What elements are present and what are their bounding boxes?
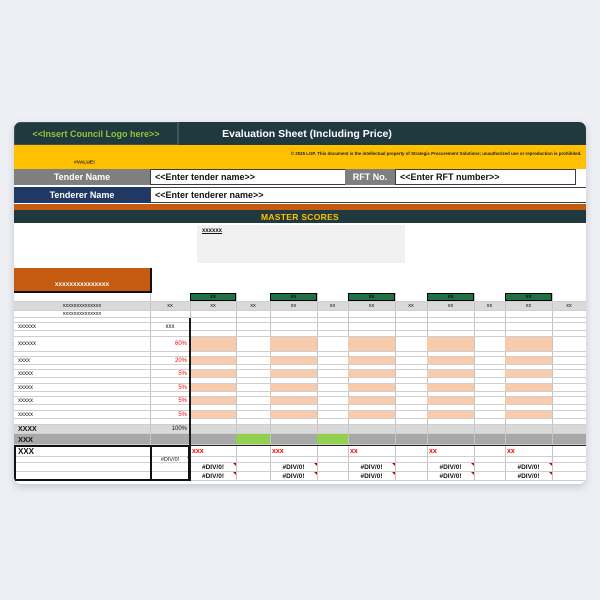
score-value: xx	[350, 447, 358, 455]
score-cell[interactable]	[348, 397, 395, 404]
score-cell[interactable]	[427, 337, 474, 351]
score-cell[interactable]	[270, 357, 317, 364]
tenderer-header-row	[14, 293, 586, 302]
tenderer-header-cell[interactable]: xx	[427, 293, 474, 301]
evaluation-sheet-card	[14, 122, 586, 484]
score-cell[interactable]	[505, 370, 552, 377]
div0-row	[14, 463, 586, 472]
rft-no-label: RFT No.	[345, 169, 395, 185]
score-cell[interactable]	[505, 384, 552, 391]
criteria-weight: 60%	[174, 341, 187, 347]
copyright-text: © 2025 LGP. This document is the intellectual property of Strategic Procurement Solutions; unauthorized use or reproduction is prohibited.	[290, 151, 581, 156]
master-scores-header: MASTER SCORES	[14, 210, 586, 223]
total-row	[14, 425, 586, 434]
highlight-cell	[236, 434, 270, 444]
score-cell[interactable]	[190, 384, 236, 391]
score-cell[interactable]	[348, 370, 395, 377]
tenderer-name-label: Tenderer Name	[14, 187, 150, 203]
score-cell[interactable]	[505, 411, 552, 418]
score-cell[interactable]	[348, 337, 395, 351]
tenderer-header-cell[interactable]: xx	[190, 293, 236, 301]
div0-cell: #DIV/0!	[190, 472, 236, 480]
tender-name-input[interactable]: <<Enter tender name>>	[150, 169, 349, 185]
score-cell[interactable]	[270, 337, 317, 351]
criteria-row	[14, 357, 586, 365]
score-cell[interactable]	[505, 357, 552, 364]
criteria-weight: 5%	[178, 384, 187, 391]
criteria-weight: 5%	[178, 411, 187, 418]
div0-cell: #DIV/0!	[270, 472, 317, 480]
score-cell[interactable]	[270, 384, 317, 391]
div0-cell: #DIV/0!	[348, 463, 395, 471]
score-cell[interactable]	[190, 411, 236, 418]
band-row	[14, 434, 586, 445]
criteria-label: xxxxx	[18, 411, 33, 418]
div0-cell: #DIV/0!	[505, 463, 552, 471]
score-cell[interactable]	[270, 411, 317, 418]
score-cell[interactable]	[348, 384, 395, 391]
sheet-title: Evaluation Sheet (Including Price)	[222, 127, 392, 140]
score-cell[interactable]	[348, 357, 395, 364]
score-cell[interactable]	[190, 370, 236, 377]
tenderer-header-cell[interactable]: xx	[505, 293, 552, 301]
subheader-row-2	[14, 311, 586, 318]
score-row-label: XXX	[18, 446, 35, 456]
criteria-weight: 5%	[178, 370, 187, 377]
category-box: xxxxxxxxxxxxxxx	[14, 268, 152, 293]
criteria-weight: 20%	[174, 357, 187, 364]
tenderer-header-cell[interactable]: xx	[348, 293, 395, 301]
subheader-cell: xx	[329, 303, 336, 309]
subheader-cell: xx	[447, 303, 454, 309]
div0-cell: #DIV/0!	[427, 472, 474, 480]
column-divider	[189, 318, 191, 481]
tender-name-label: Tender Name	[14, 169, 150, 185]
criteria-label: xxxxx	[18, 370, 33, 377]
subheader-cell: xx	[525, 303, 532, 309]
criteria-label: xxxxx	[18, 384, 33, 391]
subheader-cell: xx	[368, 303, 375, 309]
score-cell[interactable]	[427, 411, 474, 418]
title-bar	[14, 122, 586, 145]
criteria-weight: 5%	[178, 397, 187, 404]
score-value: xx	[507, 447, 515, 455]
subheader-cell: xx	[290, 303, 297, 309]
highlight-cell	[317, 434, 348, 444]
criteria-label: xxxxx	[18, 397, 33, 404]
div0-cell: #DIV/0!	[427, 463, 474, 471]
criteria-row	[14, 397, 586, 405]
tenderer-name-input[interactable]: <<Enter tenderer name>>	[150, 187, 586, 203]
subheader-row	[14, 302, 586, 311]
score-value: xxx	[192, 447, 204, 455]
subheader-cell: xx	[566, 303, 572, 309]
score-cell[interactable]	[427, 370, 474, 377]
score-value: xxx	[272, 447, 284, 455]
subheader-cell: xx	[486, 303, 493, 309]
score-cell[interactable]	[427, 397, 474, 404]
div0-cell: #DIV/0!	[270, 463, 317, 471]
score-cell[interactable]	[427, 357, 474, 364]
score-cell[interactable]	[427, 384, 474, 391]
council-logo-placeholder[interactable]: <<Insert Council Logo here>>	[14, 122, 179, 145]
info-value: xxx	[165, 323, 175, 330]
div0-cell: #DIV/0!	[505, 472, 552, 480]
copyright-strip	[14, 145, 586, 169]
score-value: xx	[429, 447, 437, 455]
subheader-label-2: xxxxxxxxxxxxxx	[62, 311, 102, 317]
subheader-cell: xx	[250, 303, 256, 309]
score-cell[interactable]	[270, 370, 317, 377]
div0-row	[14, 472, 586, 481]
criteria-row	[14, 370, 586, 378]
tenderer-header-cell[interactable]: xx	[270, 293, 317, 301]
criteria-row	[14, 411, 586, 419]
note-link[interactable]: xxxxxx	[202, 228, 223, 234]
tender-row	[14, 169, 586, 185]
rft-no-input[interactable]: <<Enter RFT number>>	[395, 169, 576, 185]
score-cell[interactable]	[270, 397, 317, 404]
criteria-label: xxxxxx	[18, 341, 36, 347]
band-label: XXX	[18, 434, 34, 444]
criteria-row	[14, 384, 586, 392]
info-row	[14, 323, 586, 331]
note-box	[197, 225, 405, 263]
score-cell[interactable]	[505, 337, 552, 351]
criteria-label: xxxx	[18, 357, 30, 364]
subheader-cell: xx	[210, 303, 216, 309]
score-cell[interactable]	[505, 397, 552, 404]
total-label: XXXX	[18, 425, 37, 433]
subheader-label: xxxxxxxxxxxxxx	[62, 303, 102, 309]
div0-cell: #DIV/0!	[190, 463, 236, 471]
total-weight: 100%	[171, 426, 187, 432]
score-cell[interactable]	[190, 357, 236, 364]
value-error: #VALUE!	[74, 159, 95, 165]
subheader-cell: xx	[408, 303, 414, 309]
criteria-row	[14, 337, 586, 352]
div0-cell: #DIV/0!	[150, 457, 190, 462]
score-cell[interactable]	[190, 337, 236, 351]
score-cell[interactable]	[190, 397, 236, 404]
score-cell[interactable]	[348, 411, 395, 418]
div0-cell: #DIV/0!	[348, 472, 395, 480]
subheader-cell: xx	[167, 303, 173, 309]
score-summary-row	[14, 445, 586, 457]
info-label: xxxxxx	[18, 323, 36, 330]
tenderer-row	[14, 187, 586, 203]
